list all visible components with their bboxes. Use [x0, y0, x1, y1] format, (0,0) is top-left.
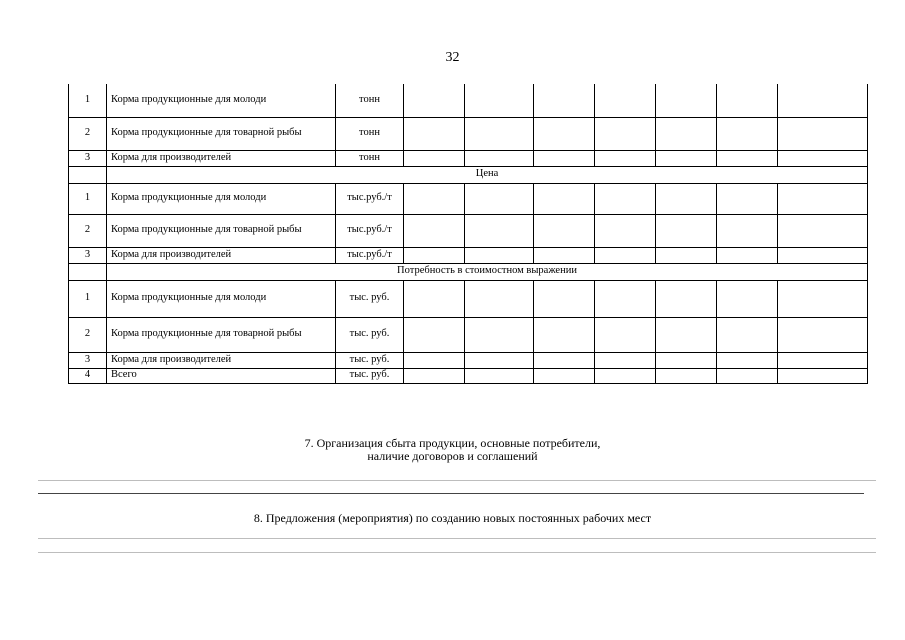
section-header: Потребность в стоимостном выражении: [107, 263, 868, 280]
value-cell[interactable]: [404, 150, 465, 166]
value-cell[interactable]: [534, 352, 595, 368]
feed-name-cell: Корма для производителей: [107, 150, 336, 166]
table-row: [69, 84, 868, 117]
value-cell[interactable]: [465, 84, 534, 117]
unit-cell: тыс. руб.: [336, 280, 404, 317]
value-cell[interactable]: [656, 317, 717, 352]
value-cell[interactable]: [534, 317, 595, 352]
value-cell[interactable]: [717, 214, 778, 247]
value-cell[interactable]: [465, 352, 534, 368]
section-8-heading: 8. Предложения (мероприятия) по созданию новых постоянных рабочих мест: [253, 511, 652, 525]
value-cell[interactable]: [404, 247, 465, 263]
value-cell[interactable]: [534, 247, 595, 263]
value-cell[interactable]: [717, 352, 778, 368]
answer-line: [38, 493, 864, 494]
value-cell[interactable]: [656, 214, 717, 247]
row-number-cell: 3: [69, 352, 107, 368]
value-cell[interactable]: [595, 183, 656, 214]
unit-cell: тонн: [336, 150, 404, 166]
unit-cell: тыс.руб./т: [336, 183, 404, 214]
value-cell[interactable]: [404, 317, 465, 352]
value-cell[interactable]: [595, 368, 656, 383]
row-number-cell: 1: [69, 280, 107, 317]
unit-cell: тонн: [336, 117, 404, 150]
value-cell[interactable]: [778, 317, 868, 352]
value-cell[interactable]: [595, 352, 656, 368]
value-cell[interactable]: [717, 317, 778, 352]
unit-cell: тонн: [336, 84, 404, 117]
value-cell[interactable]: [778, 368, 868, 383]
value-cell[interactable]: [656, 280, 717, 317]
value-cell[interactable]: [465, 368, 534, 383]
table-row: [69, 150, 868, 166]
value-cell[interactable]: [465, 317, 534, 352]
value-cell[interactable]: [778, 183, 868, 214]
value-cell[interactable]: [656, 247, 717, 263]
value-cell[interactable]: [778, 150, 868, 166]
feed-name-cell: Корма для производителей: [107, 247, 336, 263]
value-cell[interactable]: [717, 368, 778, 383]
value-cell[interactable]: [778, 84, 868, 117]
value-cell[interactable]: [534, 117, 595, 150]
value-cell[interactable]: [534, 84, 595, 117]
value-cell[interactable]: [778, 117, 868, 150]
table-row: [69, 247, 868, 263]
row-number-cell: 1: [69, 84, 107, 117]
value-cell[interactable]: [778, 214, 868, 247]
value-cell[interactable]: [778, 247, 868, 263]
feed-name-cell: Корма продукционные для товарной рыбы: [107, 214, 336, 247]
table-row: [69, 183, 868, 214]
value-cell[interactable]: [778, 352, 868, 368]
unit-cell: тыс.руб./т: [336, 247, 404, 263]
value-cell[interactable]: [717, 280, 778, 317]
value-cell[interactable]: [534, 214, 595, 247]
value-cell[interactable]: [404, 352, 465, 368]
table-row: [69, 117, 868, 150]
page-number: 32: [445, 50, 460, 65]
value-cell[interactable]: [717, 84, 778, 117]
feed-requirements-table: [68, 84, 868, 384]
value-cell[interactable]: [534, 150, 595, 166]
unit-cell: тыс. руб.: [336, 352, 404, 368]
value-cell[interactable]: [656, 183, 717, 214]
value-cell[interactable]: [404, 280, 465, 317]
section-header: Цена: [107, 166, 868, 183]
value-cell[interactable]: [465, 117, 534, 150]
value-cell[interactable]: [656, 150, 717, 166]
value-cell[interactable]: [465, 183, 534, 214]
row-number-cell: 4: [69, 368, 107, 383]
feed-name-cell: Корма для производителей: [107, 352, 336, 368]
row-number-cell: 3: [69, 247, 107, 263]
value-cell[interactable]: [595, 117, 656, 150]
value-cell[interactable]: [595, 84, 656, 117]
value-cell[interactable]: [717, 183, 778, 214]
value-cell[interactable]: [595, 214, 656, 247]
row-number-cell: 2: [69, 214, 107, 247]
feed-name-cell: Корма продукционные для молоди: [107, 280, 336, 317]
value-cell[interactable]: [595, 317, 656, 352]
row-number-cell: 3: [69, 150, 107, 166]
value-cell[interactable]: [717, 117, 778, 150]
value-cell[interactable]: [595, 247, 656, 263]
feed-name-cell: Корма продукционные для молоди: [107, 183, 336, 214]
value-cell[interactable]: [404, 183, 465, 214]
value-cell[interactable]: [404, 214, 465, 247]
unit-cell: тыс.руб./т: [336, 214, 404, 247]
answer-line: [38, 552, 876, 553]
value-cell[interactable]: [656, 368, 717, 383]
feed-name-cell: Корма продукционные для молоди: [107, 84, 336, 117]
unit-cell: тыс. руб.: [336, 317, 404, 352]
table-row: [69, 368, 868, 383]
row-number-cell: 1: [69, 183, 107, 214]
value-cell[interactable]: [404, 368, 465, 383]
value-cell[interactable]: [595, 150, 656, 166]
table-row: [69, 317, 868, 352]
value-cell[interactable]: [656, 117, 717, 150]
table-row: [69, 352, 868, 368]
row-number-cell: 2: [69, 117, 107, 150]
answer-line: [38, 538, 876, 539]
value-cell[interactable]: [534, 183, 595, 214]
value-cell[interactable]: [595, 280, 656, 317]
table-row: [69, 214, 868, 247]
value-cell[interactable]: [404, 84, 465, 117]
section-header-spacer: [69, 263, 107, 280]
section-header-row: [69, 263, 868, 280]
row-number-cell: 2: [69, 317, 107, 352]
unit-cell: тыс. руб.: [336, 368, 404, 383]
section-7-line-1: 7. Организация сбыта продукции, основные потребители,: [304, 436, 601, 450]
feed-name-cell: Всего: [107, 368, 336, 383]
table-row: [69, 280, 868, 317]
value-cell[interactable]: [465, 214, 534, 247]
feed-name-cell: Корма продукционные для товарной рыбы: [107, 117, 336, 150]
value-cell[interactable]: [656, 84, 717, 117]
value-cell[interactable]: [717, 150, 778, 166]
value-cell[interactable]: [465, 150, 534, 166]
section-7-line-2: наличие договоров и соглашений: [367, 449, 538, 463]
answer-line: [38, 480, 876, 481]
section-header-row: [69, 166, 868, 183]
value-cell[interactable]: [778, 280, 868, 317]
section-7-heading: [0, 437, 905, 463]
value-cell[interactable]: [717, 247, 778, 263]
value-cell[interactable]: [465, 247, 534, 263]
value-cell[interactable]: [656, 352, 717, 368]
feed-name-cell: Корма продукционные для товарной рыбы: [107, 317, 336, 352]
section-header-spacer: [69, 166, 107, 183]
value-cell[interactable]: [404, 117, 465, 150]
value-cell[interactable]: [534, 368, 595, 383]
value-cell[interactable]: [534, 280, 595, 317]
value-cell[interactable]: [465, 280, 534, 317]
